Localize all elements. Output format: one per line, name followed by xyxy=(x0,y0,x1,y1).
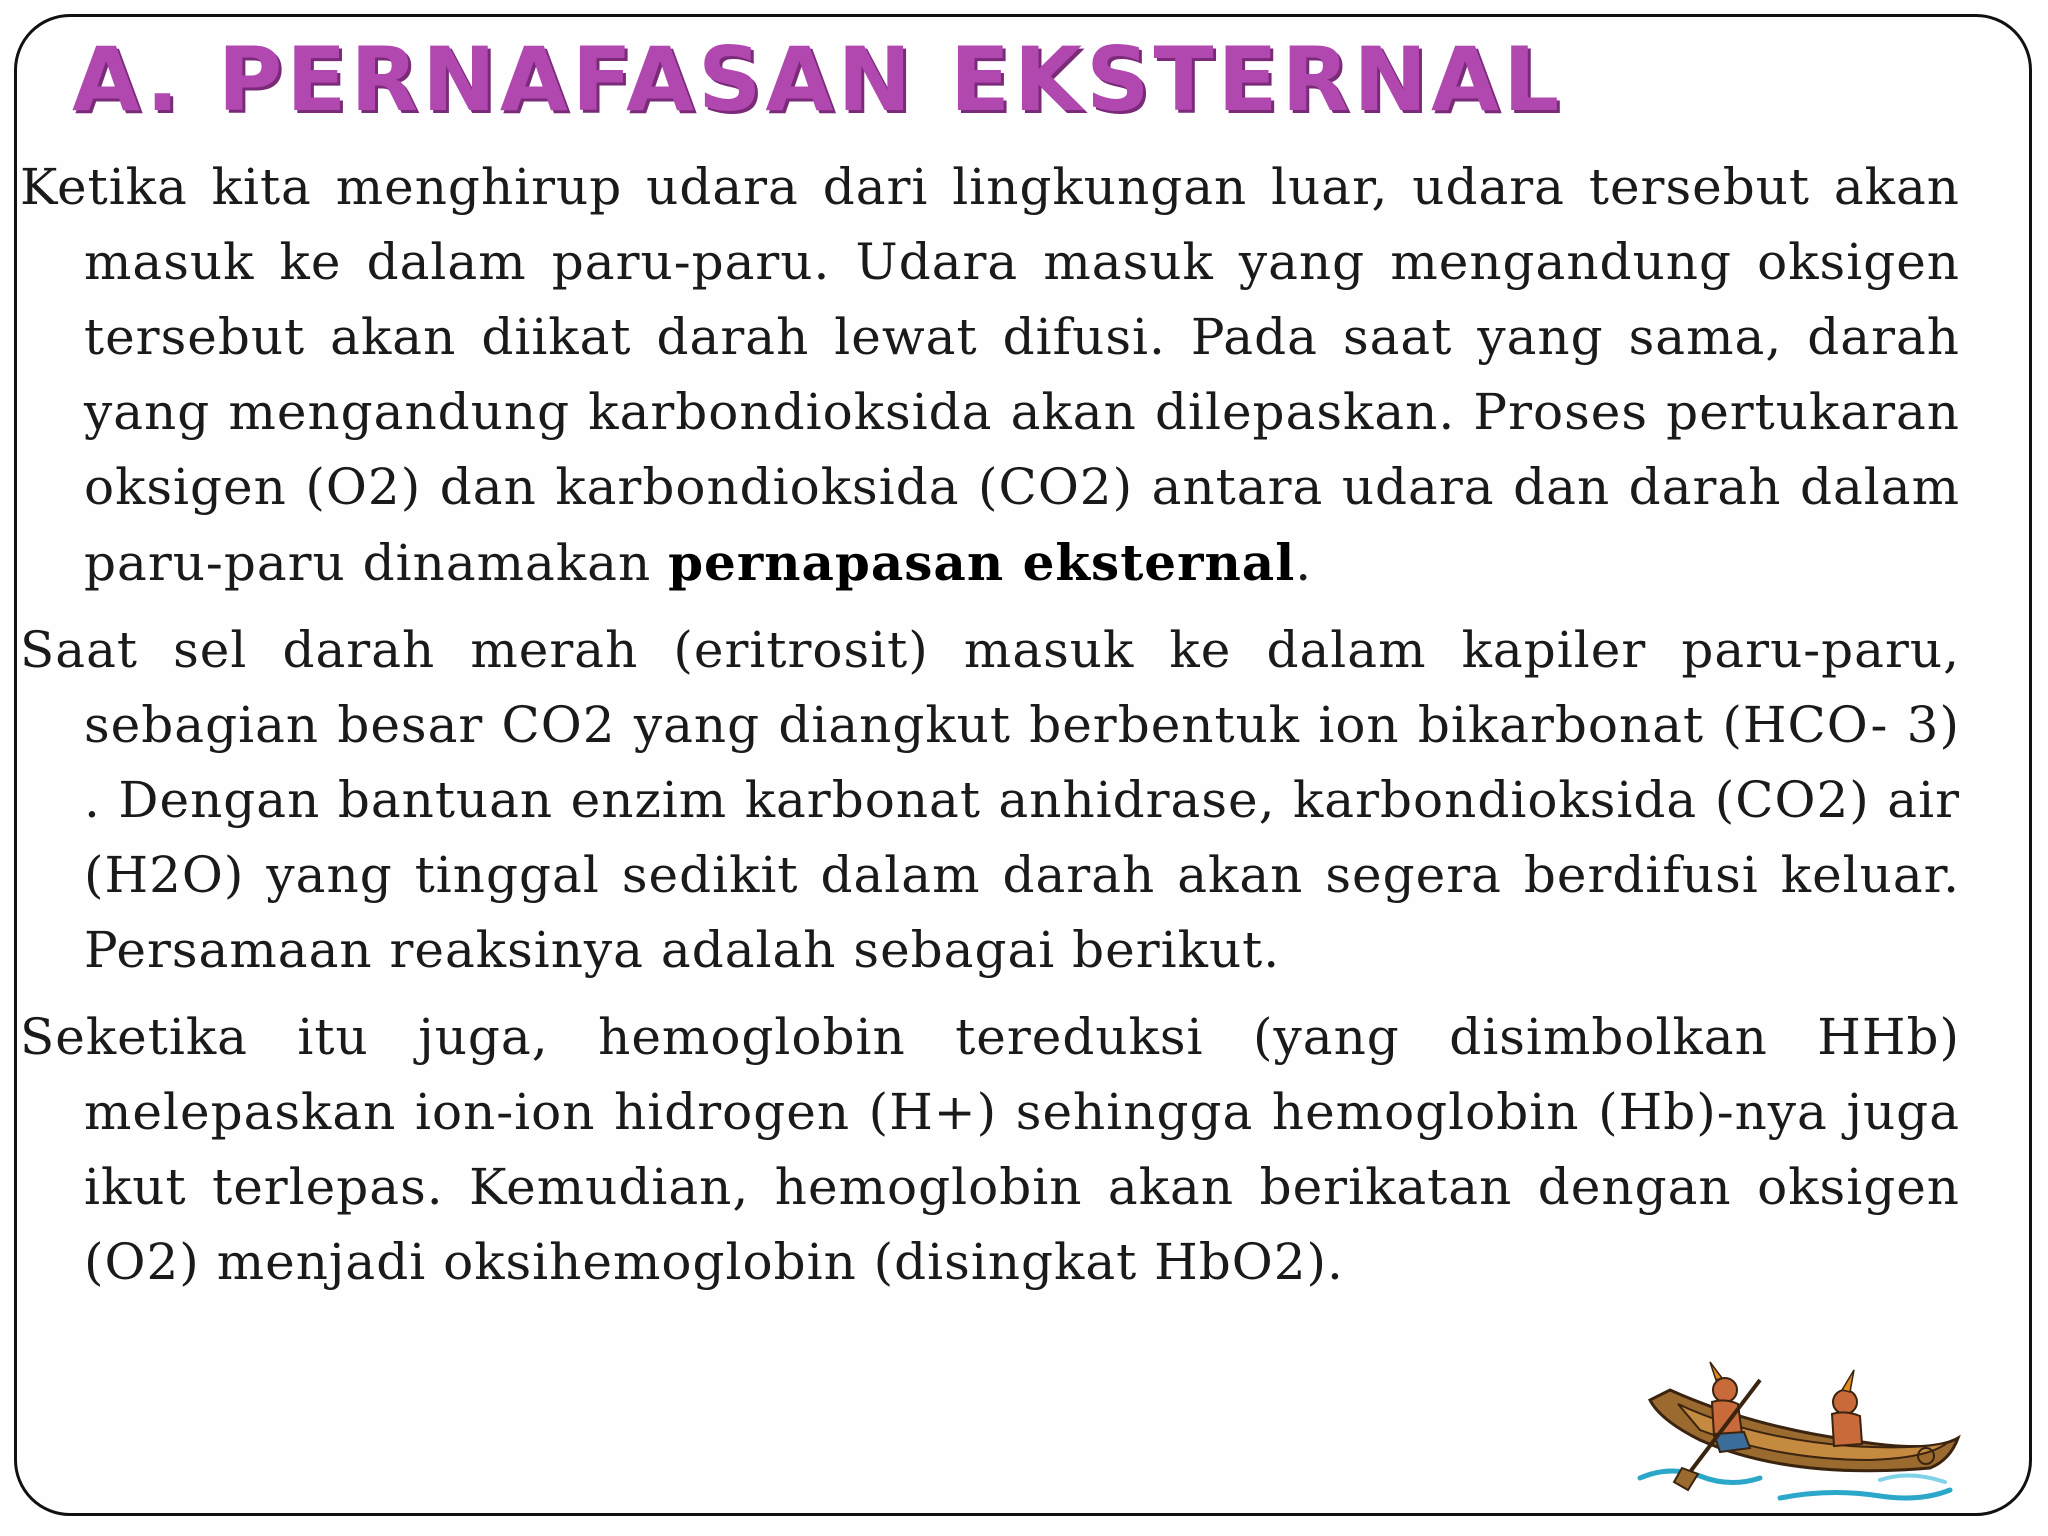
paragraph-1 xyxy=(20,150,1960,601)
canoe-icon xyxy=(1630,1360,1970,1510)
paragraph-1-end: . xyxy=(1295,534,1313,592)
paddler-1-feather xyxy=(1710,1362,1722,1380)
paragraph-2: Saat sel darah merah (eritrosit) masuk ke dalam kapiler paru-paru, sebagian besar CO2 yang diangkut berbentuk ion bikarbonat (HCO- 3) . Dengan bantuan enzim karbonat anhidrase, karbondioksida (CO2) air (H2O) yang tinggal sedikit dalam darah akan segera berdifusi keluar. Persamaan reaksinya adalah sebagai berikut. xyxy=(20,621,1960,979)
paddler-2-head xyxy=(1833,1390,1857,1414)
paragraph-1-text: Ketika kita menghirup udara dari lingkungan luar, udara tersebut akan masuk ke dalam paru-paru. Udara masuk yang mengandung oksigen tersebut akan diikat darah lewat difusi. Pada saat yang sama, darah yang mengandung karbondioksida akan dilepaskan. Proses pertukaran oksigen (O2) dan karbondioksida (CO2) antara udara dan darah dalam paru-paru dinamakan xyxy=(20,158,1960,592)
water-wave-2 xyxy=(1880,1475,1945,1482)
slide-title: A. PERNAFASAN EKSTERNAL xyxy=(72,28,1564,131)
paragraph-3: Seketika itu juga, hemoglobin tereduksi (yang disimbolkan HHb) melepaskan ion-ion hidrogen (H+) sehingga hemoglobin (Hb)-nya juga ikut terlepas. Kemudian, hemoglobin akan berikatan dengan oksigen (O2) menjadi oksihemoglobin (disingkat HbO2). xyxy=(20,1008,1960,1291)
paddler-1-head xyxy=(1713,1378,1737,1402)
paddler-2-feather xyxy=(1842,1370,1854,1392)
paragraph-1-bold-term: pernapasan eksternal xyxy=(668,533,1296,592)
water-splash xyxy=(1640,1471,1760,1483)
canoe-hull xyxy=(1650,1390,1958,1471)
paddler-2-body xyxy=(1832,1412,1862,1446)
water-wave xyxy=(1780,1490,1950,1498)
slide-body xyxy=(20,150,1960,1312)
paddler-1-body xyxy=(1712,1400,1742,1436)
